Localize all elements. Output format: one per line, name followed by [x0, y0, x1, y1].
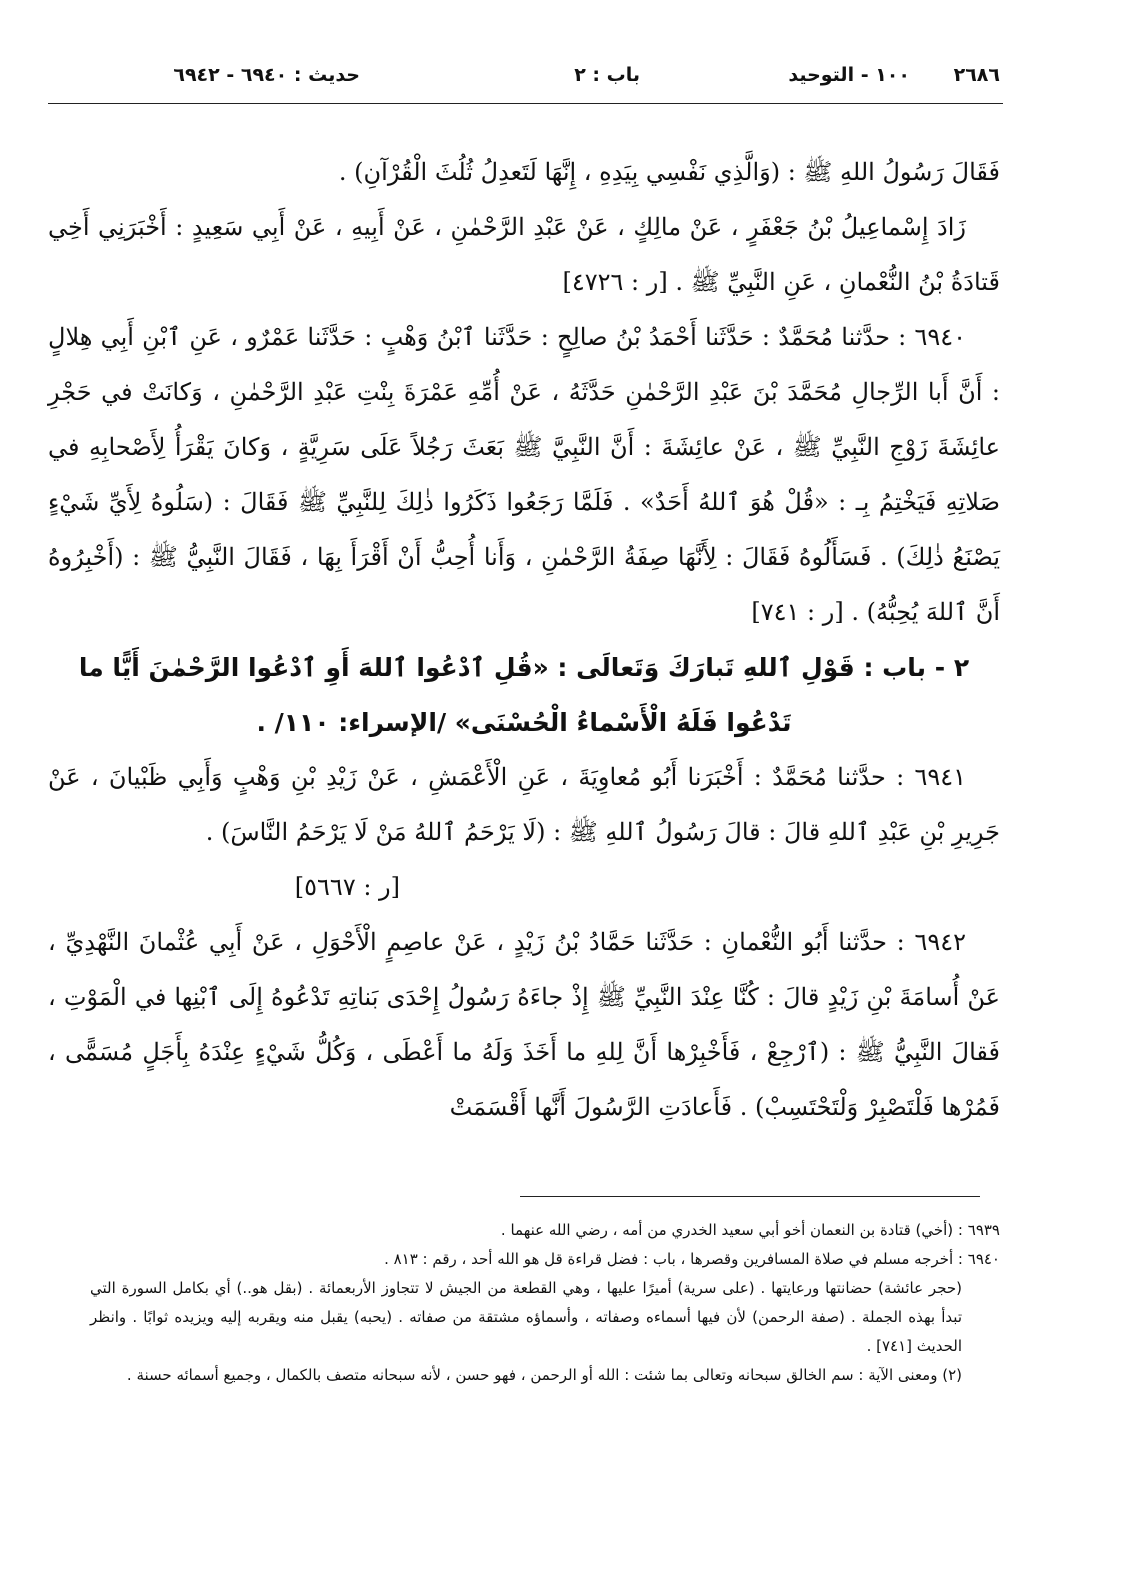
hadith-6940: ٦٩٤٠ : حدَّثنا مُحَمَّدٌ : حَدَّثَنا أَحْمَدُ بْنُ صالِحٍ : حَدَّثَنا ٱبْنُ وَهْبٍ : حَدَّثَنا عَمْرٌو ، عَنِ ٱبْنِ أَبِي هِلالٍ : أَنَّ أَبا الرِّجالِ مُحَمَّدَ بْنَ عَبْدِ الرَّحْمٰنِ حَدَّثَهُ ، عَنْ أُمِّهِ عَمْرَةَ بِنْتِ عَبْدِ الرَّحْمٰنِ ، وَكانَتْ في حَجْرِ عائِشَةَ زَوْجِ النَّبِيِّ ﷺ ، عَنْ عائِشَةَ : أَنَّ النَّبِيَّ ﷺ بَعَثَ رَجُلاً عَلَى سَرِيَّةٍ ، وَكانَ يَقْرَأُ لِأَصْحابِهِ في صَلاتِهِ فَيَخْتِمُ بِـ : «قُلْ هُوَ ٱللهُ أَحَدٌ» . فَلَمَّا رَجَعُوا ذَكَرُوا ذٰلِكَ لِلنَّبِيِّ ﷺ فَقَالَ : (سَلُوهُ لِأَيِّ شَيْءٍ يَصْنَعُ ذٰلِكَ) . فَسَأَلُوهُ فَقَالَ : لِأَنَّهَا صِفَةُ الرَّحْمٰنِ ، وَأَنا أُحِبُّ أَنْ أَقْرَأَ بِهَا ، فَقَالَ النَّبِيُّ ﷺ : (أَخْبِرُوهُ أَنَّ ٱللهَ يُحِبُّهُ) . [ر : ٧٤١] — [48, 323, 1000, 626]
chapter-heading: ٢ - باب : قَوْلِ ٱللهِ تَبارَكَ وَتَعالَى : «قُلِ ٱدْعُوا ٱللهَ أَوِ ٱدْعُوا الرَّحْمٰنَ أَيًّا ما تَدْعُوا فَلَهُ الْأَسْماءُ الْحُسْنَى» /الإسراء: ١١٠/ . — [78, 653, 970, 737]
footnote: (حجر عائشة) حضانتها ورعايتها . (على سرية) أميرًا عليها ، وهي القطعة من الجيش لا تتجاوز الأربعمائة . (بقل هو..) أي بكامل السورة التي تبدأ بهذه الجملة . (صفة الرحمن) لأن فيها أسماءه وصفاته ، وأسماؤه مشتقة من صفاته . (يحبه) يقبل منه ويقربه إليه ويزيده ثوابًا . وانظر الحديث [٧٤١] . — [90, 1279, 962, 1355]
header-divider — [48, 103, 1003, 104]
running-header — [150, 58, 1000, 98]
paragraph: زَادَ إِسْماعِيلُ بْنُ جَعْفَرٍ ، عَنْ مالِكٍ ، عَنْ عَبْدِ الرَّحْمٰنِ ، عَنْ أَبِيهِ ، عَنْ أَبِي سَعِيدٍ : أَخْبَرَنِي أَخِي قَتادَةُ بْنُ النُّعْمانِ ، عَنِ النَّبِيِّ ﷺ . [ر : ٤٧٢٦] — [48, 213, 1000, 296]
footnote: ٦٩٣٩ : (أخي) قتادة بن النعمان أخو أبي سعيد الخدري من أمه ، رضي الله عنهما . — [500, 1221, 1000, 1239]
book-title: ١٠٠ - التوحيد — [788, 64, 910, 86]
footnote: ٦٩٤٠ : أخرجه مسلم في صلاة المسافرين وقصرها ، باب : فضل قراءة قل هو الله أحد ، رقم : ٨١٣ . — [384, 1250, 1000, 1268]
hadith-6941: ٦٩٤١ : حدَّثنا مُحَمَّدٌ : أَخْبَرَنا أَبُو مُعاوِيَةَ ، عَنِ الْأَعْمَشِ ، عَنْ زَيْدِ بْنِ وَهْبٍ وَأَبِي ظَبْيانَ ، عَنْ جَرِيرِ بْنِ عَبْدِ ٱللهِ قالَ : قالَ رَسُولُ ٱللهِ ﷺ : (لَا يَرْحَمُ ٱللهُ مَنْ لَا يَرْحَمُ النَّاسَ) . — [48, 763, 1000, 846]
hadith-6942: ٦٩٤٢ : حدَّثنا أَبُو النُّعْمانِ : حَدَّثَنا حَمَّادُ بْنُ زَيْدٍ ، عَنْ عاصِمٍ الْأَحْوَلِ ، عَنْ أَبِي عُثْمانَ النَّهْدِيِّ ، عَنْ أُسامَةَ بْنِ زَيْدٍ قالَ : كُنَّا عِنْدَ النَّبِيِّ ﷺ إِذْ جاءَهُ رَسُولُ إِحْدَى بَناتِهِ تَدْعُوهُ إِلَى ٱبْنِها في الْمَوْتِ ، فَقالَ النَّبِيُّ ﷺ : (ٱرْجِعْ ، فَأَخْبِرْها أَنَّ لِلهِ ما أَخَذَ وَلَهُ ما أَعْطَى ، وَكُلُّ شَيْءٍ عِنْدَهُ بِأَجَلٍ مُسَمًّى ، فَمُرْها فَلْتَصْبِرْ وَلْتَحْتَسِبْ) . فَأَعادَتِ الرَّسُولَ أَنَّها أَقْسَمَتْ — [48, 928, 1000, 1121]
main-text — [48, 145, 1000, 1135]
hadith-range: حديث : ٦٩٤٠ - ٦٩٤٢ — [173, 64, 360, 86]
footnotes — [90, 1216, 1000, 1390]
cross-reference: [ر : ٥٦٦٧] — [294, 873, 400, 901]
footnote-divider — [520, 1196, 980, 1197]
page-number: ٢٦٨٦ — [953, 64, 1000, 86]
footnote: (٢) ومعنى الآية : سم الخالق سبحانه وتعالى بما شئت : الله أو الرحمن ، فهو حسن ، لأنه سبحانه متصف بالكمال ، وجميع أسمائه حسنة . — [126, 1366, 962, 1384]
paragraph: فَقَالَ رَسُولُ اللهِ ﷺ : (وَالَّذِي نَفْسِي بِيَدِهِ ، إِنَّهَا لَتَعدِلُ ثُلُثَ الْقُرْآنِ) . — [338, 158, 1000, 186]
chapter-label: باب : ٢ — [574, 64, 640, 86]
